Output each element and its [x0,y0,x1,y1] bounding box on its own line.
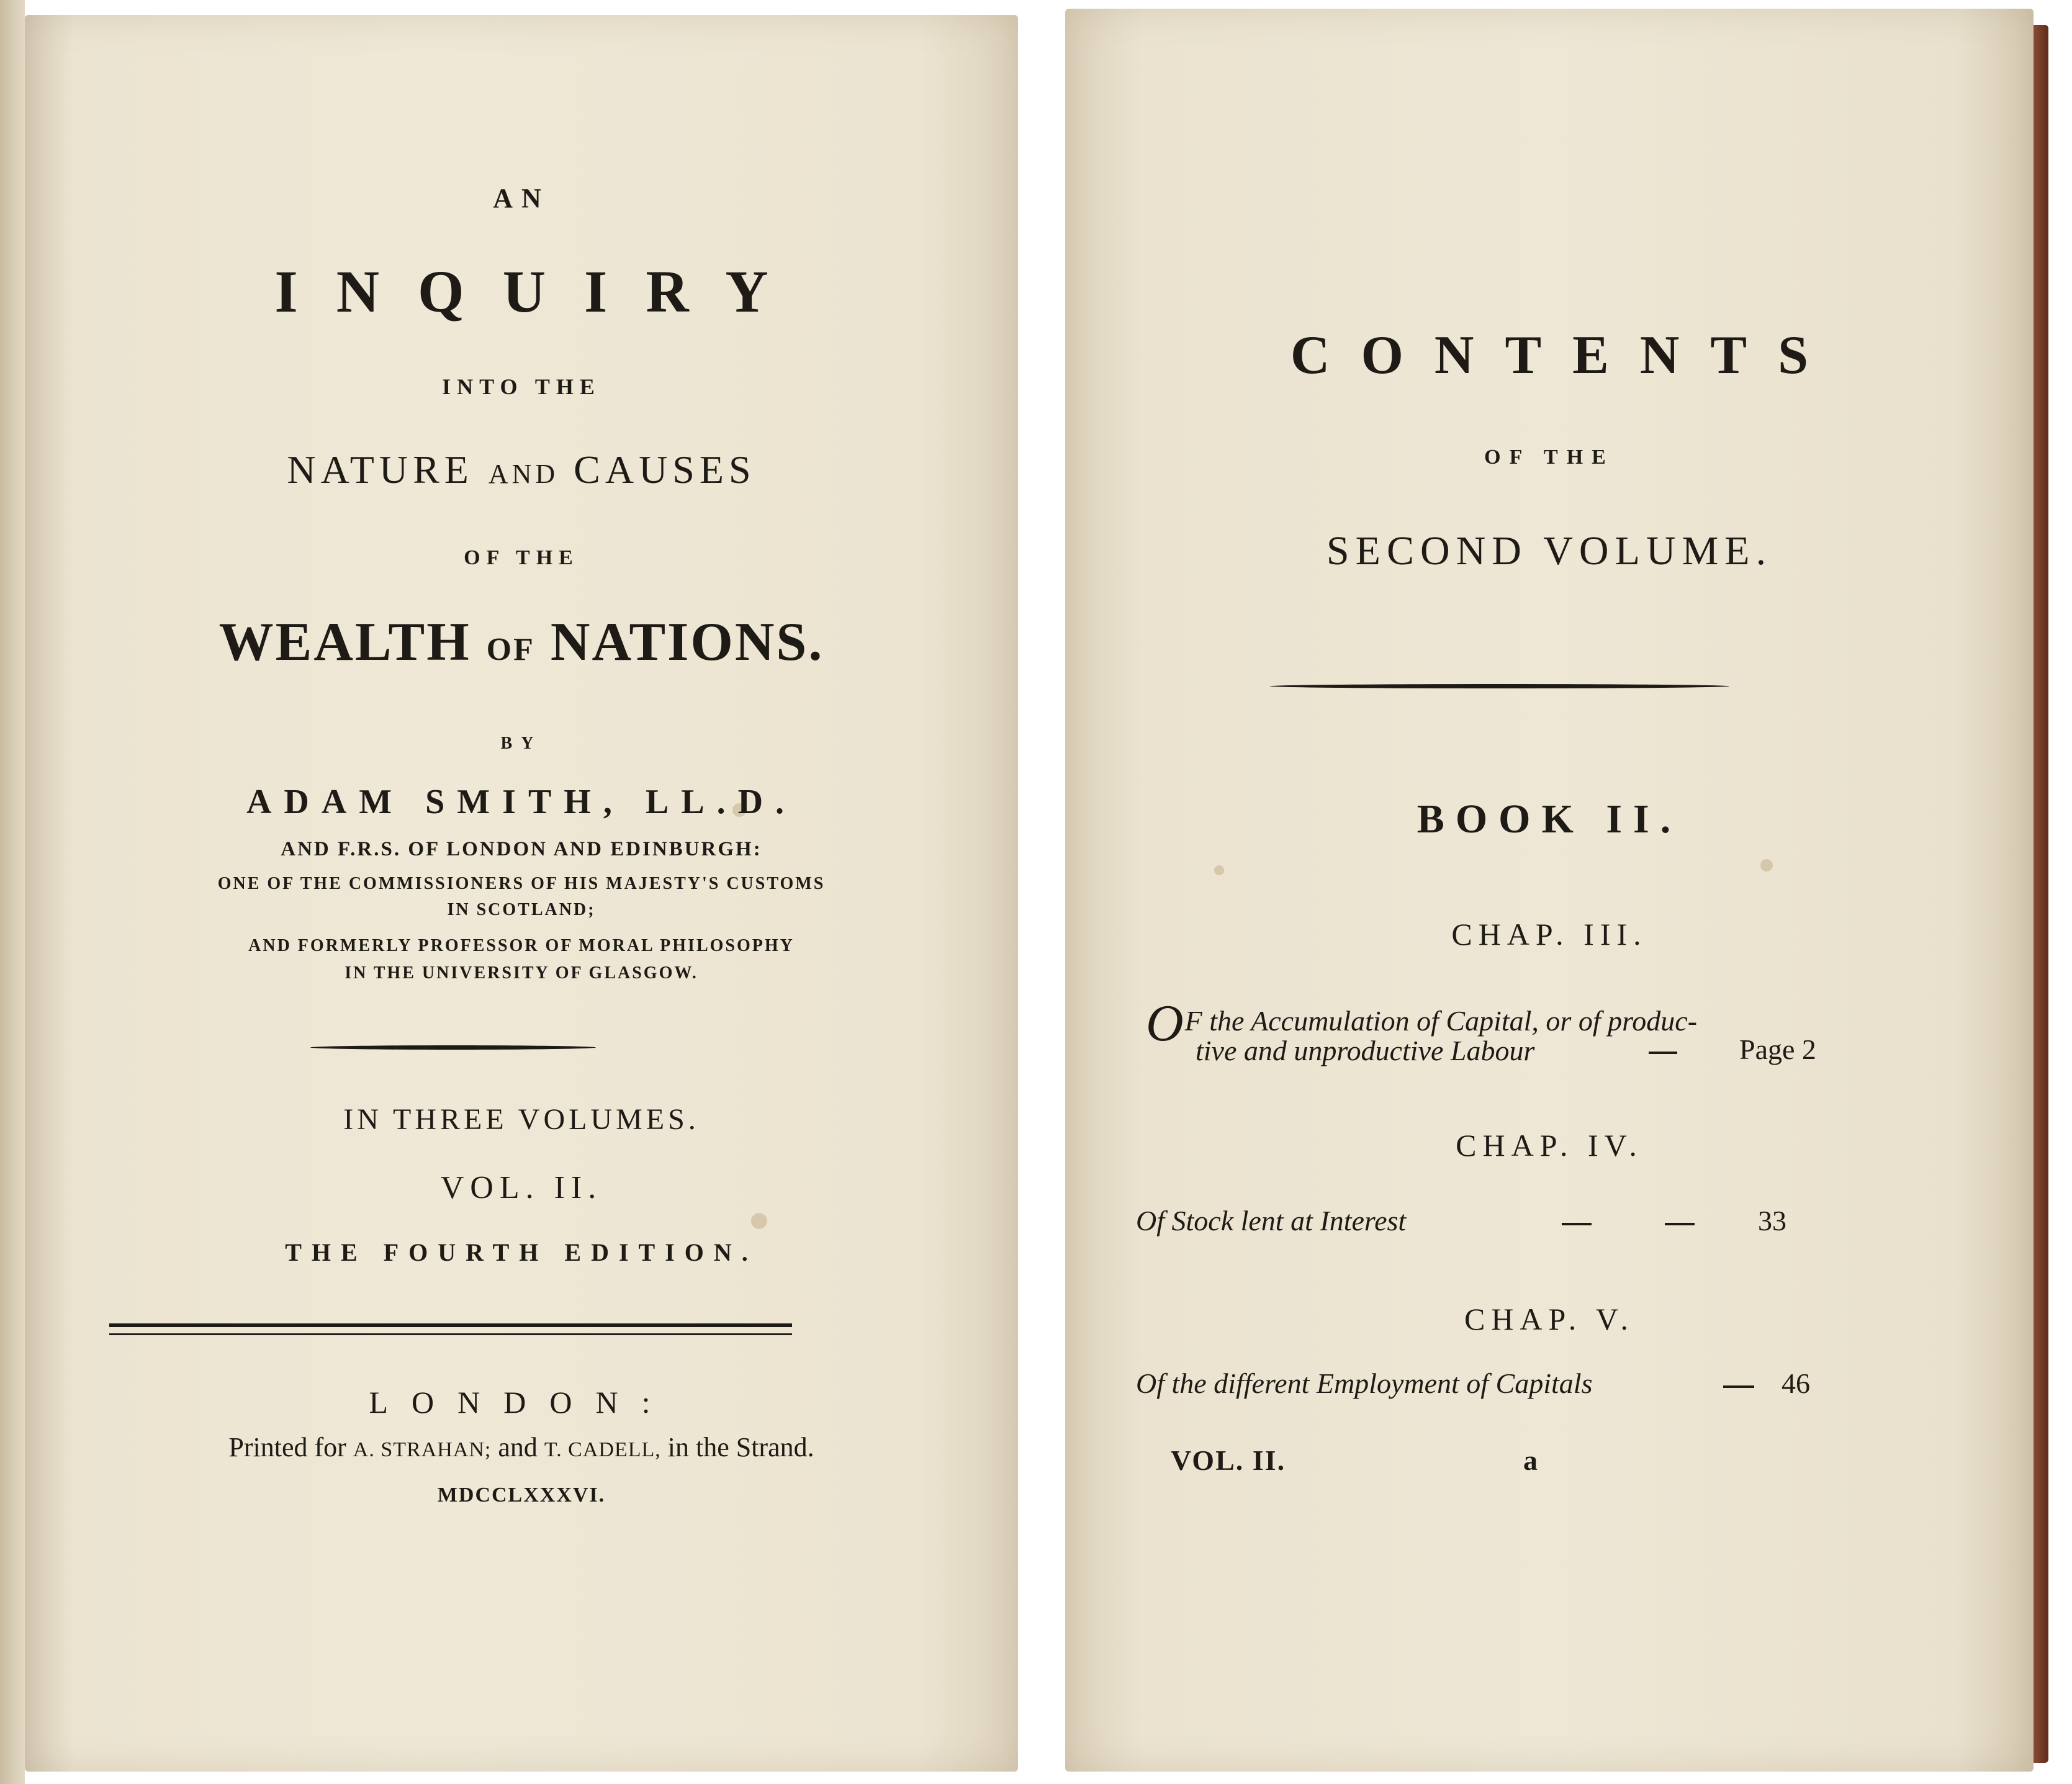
author-credential-commissioner: ONE OF THE COMMISSIONERS OF HIS MAJESTY'S CUSTOMS [217,874,826,893]
ornamental-rule [1270,684,1729,688]
byline-by: BY [500,734,543,753]
contents-heading: CONTENTS [1290,325,1840,385]
foxing-spot [1760,859,1773,872]
title-and: AND [488,459,559,489]
chapter-title: Of Stock lent at Interest [1136,1205,1407,1237]
author-credential-scotland: IN SCOTLAND; [447,900,596,919]
book-edge-left [0,0,25,1784]
volume-count: IN THREE VOLUMES. [343,1103,700,1136]
printer-strahan: A. STRAHAN; [353,1438,492,1461]
book-heading: BOOK II. [1417,796,1682,842]
printed-location: in the Strand. [667,1432,814,1462]
chapter-heading: CHAP. V. [1464,1302,1635,1336]
page-number: Page 2 [1739,1034,1816,1065]
title-wealth: WEALTH [218,612,471,672]
title-nature-and-causes [25,447,1018,493]
author-credential-glasgow: IN THE UNIVERSITY OF GLASGOW. [345,963,698,983]
title-page [25,15,1018,1772]
chapter-heading: CHAP. IV. [1456,1128,1643,1163]
author-credential-professor: AND FORMERLY PROFESSOR OF MORAL PHILOSOPHY [248,936,795,955]
author-name: ADAM SMITH, LL.D. [246,783,797,821]
title-causes: CAUSES [574,448,756,492]
leader-dash [1649,1052,1677,1054]
title-nations: NATIONS. [550,612,824,672]
contents-second-volume: SECOND VOLUME. [1326,528,1773,574]
book-edge-right [2034,25,2048,1763]
foxing-spot [751,1213,767,1229]
title-of: OF [486,632,535,667]
foxing-spot [1214,865,1224,875]
page-gap [1018,0,1065,1784]
title-into-the: INTO THE [442,374,601,399]
chapter-title: Of the different Employment of Capitals [1136,1367,1593,1399]
ornamental-rule [310,1045,596,1050]
chapter-title-line-1: F the Accumulation of Capital, or of produc- [1184,1005,1698,1037]
leader-dash [1723,1385,1754,1388]
page-number: 33 [1758,1205,1786,1237]
imprint-date: MDCCLXXXVI. [437,1484,606,1507]
author-credential-frs: AND F.R.S. OF LONDON AND EDINBURGH: [281,838,762,860]
printed-for: Printed for [228,1432,346,1462]
imprint-printers [25,1431,1018,1463]
title-wealth-of-nations [25,611,1018,674]
double-rule-thick [109,1323,792,1327]
double-rule-thin [109,1333,792,1335]
page-number: 46 [1781,1367,1810,1399]
printed-and: and [498,1432,538,1462]
leader-dash [1665,1223,1695,1225]
footer-volume: VOL. II. [1171,1444,1286,1476]
edition: THE FOURTH EDITION. [285,1238,758,1266]
contents-of-the: OF THE [1484,446,1615,469]
leader-dash [1562,1223,1592,1225]
title-of-the: OF THE [464,546,579,569]
contents-page [1065,9,2034,1772]
title-inquiry: INQUIRY [274,258,807,325]
chapter-heading: CHAP. III. [1451,917,1647,952]
chapter-title-line-2: tive and unproductive Labour [1196,1035,1535,1066]
title-article: AN [493,183,550,214]
drop-initial: O [1146,994,1184,1052]
printer-cadell: T. CADELL, [544,1438,661,1461]
signature-mark: a [1523,1444,1538,1476]
imprint-city: LONDON: [369,1385,674,1420]
volume-number: VOL. II. [440,1170,603,1205]
title-nature: NATURE [287,448,474,492]
